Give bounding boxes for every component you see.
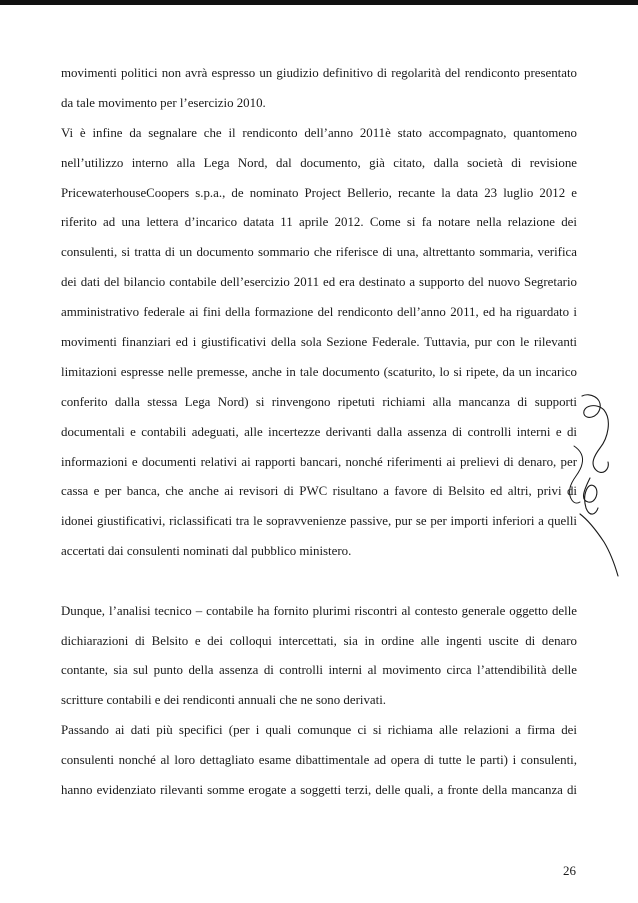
handwritten-signature bbox=[560, 390, 620, 580]
text-line: hanno evidenziato rilevanti somme erogate a soggetti terzi, delle quali, a fronte della mancanza di bbox=[61, 782, 577, 797]
document-body bbox=[61, 59, 577, 806]
text-line: cassa e per banca, che anche ai revisori di PWC risultano a favore di Belsito ed altri, privi di bbox=[61, 484, 577, 499]
text-line: Dunque, l’analisi tecnico – contabile ha fornito plurimi riscontri al contesto generale oggetto delle bbox=[61, 603, 577, 618]
top-border-rule bbox=[0, 0, 638, 5]
text-line: informazioni e documenti relativi ai rapporti bancari, nonché riferimenti ai prelievi di denaro, per bbox=[61, 454, 577, 469]
text-line: movimenti finanziari ed i giustificativi della sola Sezione Federale. Tuttavia, pur con le rilevanti bbox=[61, 335, 577, 350]
text-line: nell’utilizzo interno alla Lega Nord, dal documento, già citato, dalla società di revisione bbox=[61, 155, 577, 170]
text-line: movimenti politici non avrà espresso un giudizio definitivo di regolarità del rendiconto presentato bbox=[61, 66, 577, 80]
text-line: riferito ad una lettera d’incarico datata 11 aprile 2012. Come si fa notare nella relazione dei bbox=[61, 215, 577, 230]
text-line: contante, sia sul punto della assenza di controlli interni al movimento circa l’attendibilità delle bbox=[61, 663, 577, 678]
text-line: conferito dalla stessa Lega Nord) si rinvengono ripetuti richiami alla mancanza di supporti bbox=[61, 394, 577, 409]
paragraph bbox=[61, 59, 577, 119]
paragraph-gap bbox=[61, 567, 577, 597]
text-line: documentali e contabili adeguati, alle incertezze derivanti dalla assenza di controlli interni e di bbox=[61, 424, 577, 439]
text-line: da tale movimento per l’esercizio 2010. bbox=[61, 95, 266, 110]
text-line: Vi è infine da segnalare che il rendiconto dell’anno 2011è stato accompagnato, quantomeno bbox=[61, 125, 577, 140]
text-line: dichiarazioni di Belsito e dei colloqui intercettati, sia in ordine alle ingenti uscite di denaro bbox=[61, 633, 577, 648]
text-line: consulenti nonché al loro dettagliato esame dibattimentale ad opera di tutte le parti) i consulenti, bbox=[61, 753, 577, 768]
text-line: PricewaterhouseCoopers s.p.a., de nominato Project Bellerio, recante la data 23 luglio 2012 e bbox=[61, 185, 577, 200]
text-line: dei dati del bilancio contabile dell’esercizio 2011 ed era destinato a supporto del nuovo Segretario bbox=[61, 275, 577, 290]
page-number: 26 bbox=[563, 863, 576, 878]
text-line: amministrativo federale ai fini della formazione del rendiconto dell’anno 2011, ed ha riguardato i bbox=[61, 305, 577, 320]
text-line: consulenti, si tratta di un documento sommario che riferisce di una, altrettanto sommaria, verifica bbox=[61, 245, 577, 260]
paragraph bbox=[61, 597, 577, 717]
paragraph bbox=[61, 119, 577, 567]
paragraph bbox=[61, 716, 577, 806]
text-line: scritture contabili e dei rendiconti annuali che ne sono derivati. bbox=[61, 693, 387, 708]
text-line: accertati dai consulenti nominati dal pubblico ministero. bbox=[61, 544, 352, 559]
text-line: Passando ai dati più specifici (per i quali comunque ci si richiama alle relazioni a firma dei bbox=[61, 723, 577, 738]
text-line: limitazioni espresse nelle premesse, anche in tale documento (scaturito, lo si ripete, da un incarico bbox=[61, 364, 577, 379]
text-line: idonei giustificativi, riclassificati tra le sopravvenienze passive, pur se per importi inferiori a quelli bbox=[61, 514, 577, 529]
